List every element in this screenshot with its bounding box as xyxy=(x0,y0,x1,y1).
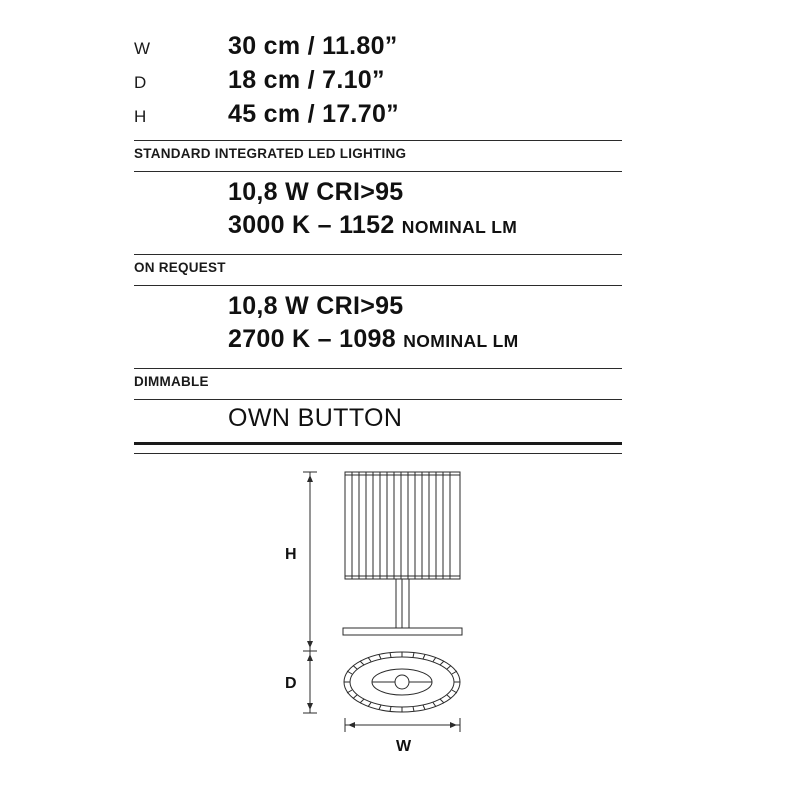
dimension-key: W xyxy=(134,39,151,58)
divider-thick xyxy=(134,442,622,445)
dimension-row-h xyxy=(134,100,622,134)
dimension-row-w xyxy=(134,32,622,66)
spec-line xyxy=(228,209,622,244)
section-label-on-request: ON REQUEST xyxy=(134,260,226,275)
depth-arrow-top xyxy=(307,654,313,661)
width-arrow-left xyxy=(348,722,355,728)
height-label: H xyxy=(285,546,297,563)
dimension-row-d xyxy=(134,66,622,100)
spec-line xyxy=(228,323,622,358)
depth-arrow-bottom xyxy=(307,703,313,710)
section-body-standard-led xyxy=(134,172,622,248)
spec-line-main: 2700 K – 1098 xyxy=(228,325,396,353)
divider xyxy=(134,453,622,454)
section-label-dimmable: DIMMABLE xyxy=(134,374,209,389)
product-technical-drawing xyxy=(255,455,555,765)
spec-line-main: 10,8 W CRI>95 xyxy=(228,292,404,320)
dimension-value: 45 cm / 17.70” xyxy=(228,100,399,128)
lamp-plan-view xyxy=(344,652,460,712)
width-arrow-right xyxy=(450,722,457,728)
dimension-key: H xyxy=(134,107,147,126)
spec-line-suffix: NOMINAL LM xyxy=(401,217,518,237)
height-arrow-bottom xyxy=(307,641,313,648)
dimension-key: D xyxy=(134,73,147,92)
spec-line-suffix: NOMINAL LM xyxy=(403,331,519,351)
section-body-on-request xyxy=(134,286,622,362)
dimmable-value: OWN BUTTON xyxy=(228,404,403,432)
lamp-base-elevation xyxy=(343,628,462,635)
specification-table xyxy=(134,32,622,454)
dimension-value: 30 cm / 11.80” xyxy=(228,32,398,60)
width-label: W xyxy=(396,738,412,755)
spec-line xyxy=(228,290,622,323)
drawing-svg xyxy=(255,455,555,765)
lamp-stem xyxy=(396,579,409,628)
height-arrow-top xyxy=(307,475,313,482)
depth-label: D xyxy=(285,675,297,692)
dimension-value: 18 cm / 7.10” xyxy=(228,66,385,94)
spec-line-main: 3000 K – 1152 xyxy=(228,211,395,239)
spec-line xyxy=(228,176,622,209)
lamp-shade xyxy=(345,472,460,579)
section-label-standard-led: STANDARD INTEGRATED LED LIGHTING xyxy=(134,146,407,161)
spec-line-main: 10,8 W CRI>95 xyxy=(228,178,404,206)
